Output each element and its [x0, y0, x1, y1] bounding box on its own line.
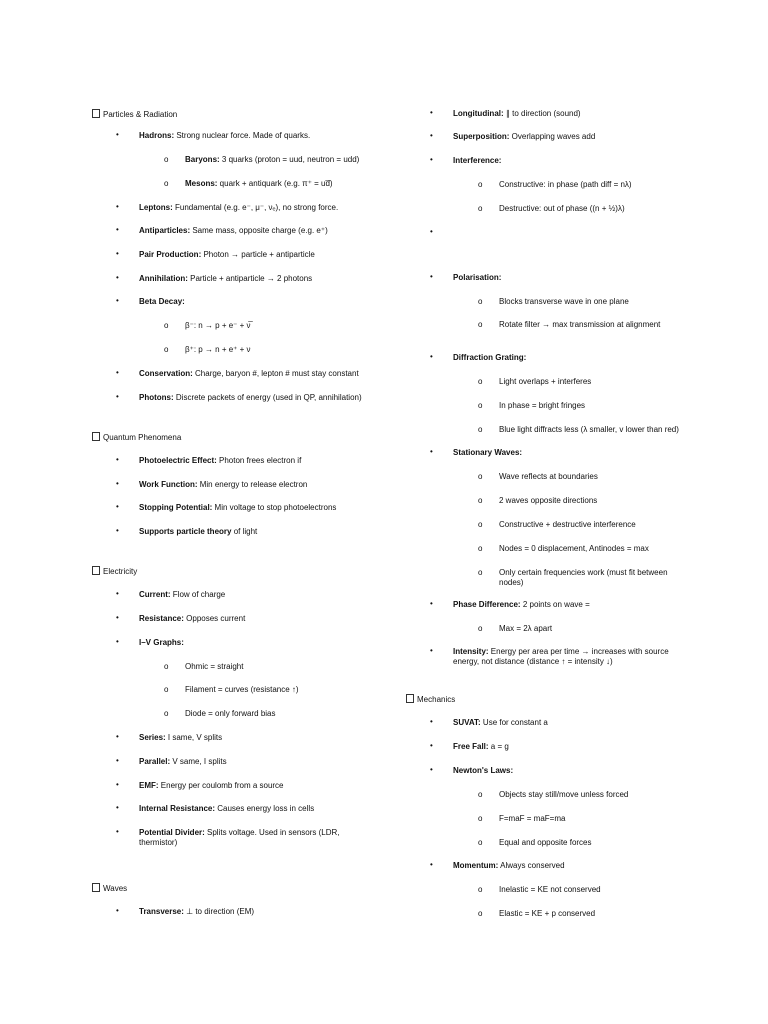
term-description: ⊥ to direction (EM)	[183, 907, 255, 916]
sub-bullet-icon: o	[478, 472, 483, 481]
list-item	[139, 226, 379, 236]
bullet-icon: •	[116, 780, 119, 789]
bullet-icon: •	[430, 272, 433, 281]
bullet-icon: •	[430, 741, 433, 750]
term-description: Constructive: in phase (path diff = nλ)	[499, 180, 632, 189]
bullet-icon: •	[430, 108, 433, 117]
bullet-icon: •	[116, 906, 119, 915]
sub-bullet-icon: o	[478, 297, 483, 306]
term-description: Always conserved	[498, 861, 565, 870]
term-description: quark + antiquark (e.g. π⁺ = ud̅)	[217, 179, 333, 188]
section-heading	[92, 432, 181, 443]
list-item	[139, 781, 379, 791]
term-description: 2 points on wave =	[520, 600, 590, 609]
term-description: β⁻: n → p + e⁻ + ν̅	[185, 321, 251, 330]
sub-bullet-icon: o	[164, 685, 169, 694]
bullet-icon: •	[430, 765, 433, 774]
sub-bullet-icon: o	[478, 814, 483, 823]
list-item	[139, 250, 379, 260]
list-item	[453, 448, 688, 458]
term-description: Causes energy loss in cells	[215, 804, 315, 813]
term-label: Photons:	[139, 393, 174, 402]
term-label: Series:	[139, 733, 166, 742]
bullet-icon: •	[116, 502, 119, 511]
term-description: Objects stay still/move unless forced	[499, 790, 629, 799]
term-label: Momentum:	[453, 861, 499, 870]
sub-bullet-icon: o	[478, 885, 483, 894]
list-item	[139, 757, 379, 767]
sub-list-item	[499, 624, 689, 634]
bullet-icon: •	[116, 589, 119, 598]
term-description: Ohmic = straight	[185, 662, 244, 671]
bullet-icon: •	[116, 803, 119, 812]
term-description: Energy per area per time → increases with source energy, not distance (distance ↑ = intensity ↓)	[453, 647, 669, 666]
term-label: Leptons:	[139, 203, 173, 212]
bullet-icon: •	[116, 249, 119, 258]
term-label: Intensity:	[453, 647, 489, 656]
sub-list-item	[499, 909, 689, 919]
term-label: Annihilation:	[139, 274, 188, 283]
sub-bullet-icon: o	[478, 909, 483, 918]
term-description: Min energy to release electron	[197, 480, 308, 489]
list-item	[139, 638, 379, 648]
list-item	[453, 109, 688, 119]
sub-bullet-icon: o	[478, 425, 483, 434]
term-label: Current:	[139, 590, 171, 599]
section-heading-text: Particles & Radiation	[103, 110, 178, 119]
term-label: Resistance:	[139, 614, 184, 623]
term-description: Equal and opposite forces	[499, 838, 592, 847]
list-item	[453, 132, 688, 142]
bullet-icon: •	[430, 447, 433, 456]
term-label: Potential Divider:	[139, 828, 205, 837]
list-item	[139, 828, 379, 848]
term-label: Stationary Waves:	[453, 448, 523, 457]
list-item	[139, 480, 379, 490]
sub-bullet-icon: o	[478, 204, 483, 213]
sub-list-item	[185, 321, 395, 331]
sub-list-item	[185, 709, 395, 719]
term-description: Energy per coulomb from a source	[158, 781, 284, 790]
term-description: Overlapping waves add	[509, 132, 596, 141]
sub-list-item	[185, 179, 395, 189]
list-item	[453, 766, 688, 776]
missing-glyph-icon	[92, 432, 100, 441]
term-label: Polarisation:	[453, 273, 502, 282]
list-item	[139, 733, 379, 743]
section-heading	[92, 566, 137, 577]
term-description: Strong nuclear force. Made of quarks.	[174, 131, 311, 140]
bullet-icon: •	[116, 296, 119, 305]
term-label: Transverse:	[139, 907, 184, 916]
term-description: Nodes = 0 displacement, Antinodes = max	[499, 544, 649, 553]
term-label: Pair Production:	[139, 250, 202, 259]
term-description: Opposes current	[183, 614, 246, 623]
sub-list-item	[499, 885, 689, 895]
term-description: β⁺: p → n + e⁺ + ν	[185, 345, 251, 354]
term-description: Constructive + destructive interference	[499, 520, 636, 529]
term-label: Conservation:	[139, 369, 193, 378]
term-description: Same mass, opposite charge (e.g. e⁺)	[190, 226, 328, 235]
bullet-icon: •	[116, 455, 119, 464]
sub-bullet-icon: o	[478, 496, 483, 505]
term-description: Min voltage to stop photoelectrons	[212, 503, 337, 512]
term-label: Stopping Potential:	[139, 503, 213, 512]
bullet-icon: •	[430, 599, 433, 608]
sub-list-item	[499, 425, 689, 435]
list-item	[139, 907, 379, 917]
sub-list-item	[499, 401, 689, 411]
list-item	[453, 742, 688, 752]
bullet-icon: •	[430, 352, 433, 361]
missing-glyph-icon	[406, 694, 414, 703]
term-description: I same, V splits	[165, 733, 223, 742]
sub-bullet-icon: o	[164, 345, 169, 354]
term-label: Interference:	[453, 156, 502, 165]
list-item	[453, 273, 688, 283]
sub-bullet-icon: o	[164, 179, 169, 188]
section-heading-text: Electricity	[103, 567, 138, 576]
term-label: SUVAT:	[453, 718, 481, 727]
term-label: Internal Resistance:	[139, 804, 216, 813]
bullet-icon: •	[116, 637, 119, 646]
sub-bullet-icon: o	[478, 520, 483, 529]
term-label: Diffraction Grating:	[453, 353, 527, 362]
sub-bullet-icon: o	[478, 377, 483, 386]
term-description: Use for constant a	[480, 718, 548, 727]
bullet-icon: •	[430, 646, 433, 655]
term-label: Newton's Laws:	[453, 766, 514, 775]
bullet-icon: •	[116, 392, 119, 401]
bullet-icon: •	[430, 131, 433, 140]
sub-bullet-icon: o	[478, 180, 483, 189]
term-label: EMF:	[139, 781, 159, 790]
sub-list-item	[185, 155, 395, 165]
term-description: Diode = only forward bias	[185, 709, 276, 718]
bullet-icon: •	[116, 225, 119, 234]
term-description: Discrete packets of energy (used in QP, annihilation)	[173, 393, 362, 402]
sub-bullet-icon: o	[478, 838, 483, 847]
term-description: a = g	[488, 742, 509, 751]
list-item	[139, 203, 379, 213]
section-heading	[406, 694, 455, 705]
list-item	[453, 718, 688, 728]
term-description: Filament = curves (resistance ↑)	[185, 685, 299, 694]
bullet-icon: •	[116, 368, 119, 377]
sub-list-item	[499, 377, 689, 387]
sub-list-item	[499, 520, 689, 530]
sub-list-item	[499, 790, 689, 800]
sub-list-item	[499, 544, 689, 554]
bullet-icon: •	[430, 227, 433, 236]
bullet-icon: •	[116, 479, 119, 488]
sub-list-item	[185, 685, 395, 695]
term-description: Blue light diffracts less (λ smaller, v lower than red)	[499, 425, 679, 434]
bullet-icon: •	[116, 732, 119, 741]
list-item	[139, 503, 379, 513]
list-item	[139, 131, 379, 141]
section-heading-text: Quantum Phenomena	[103, 433, 182, 442]
missing-glyph-icon	[92, 883, 100, 892]
term-label: Phase Difference:	[453, 600, 521, 609]
sub-list-item	[499, 204, 689, 214]
term-description: Particle + antiparticle → 2 photons	[187, 274, 313, 283]
list-item	[453, 353, 688, 363]
list-item	[139, 456, 379, 466]
bullet-icon: •	[430, 860, 433, 869]
sub-bullet-icon: o	[478, 790, 483, 799]
term-label: Parallel:	[139, 757, 171, 766]
term-description: Charge, baryon #, lepton # must stay constant	[192, 369, 359, 378]
sub-bullet-icon: o	[478, 401, 483, 410]
bullet-icon: •	[116, 613, 119, 622]
bullet-icon: •	[116, 130, 119, 139]
term-description: Fundamental (e.g. e⁻, μ⁻, νₑ), no strong force.	[172, 203, 339, 212]
list-item	[453, 861, 688, 871]
bullet-icon: •	[430, 717, 433, 726]
term-description: Max = 2λ apart	[499, 624, 553, 633]
term-description: ∥ to direction (sound)	[503, 109, 581, 118]
bullet-icon: •	[116, 526, 119, 535]
sub-list-item	[499, 180, 689, 190]
section-heading-text: Waves	[103, 884, 128, 893]
term-description: Inelastic = KE not conserved	[499, 885, 601, 894]
term-label: Work Function:	[139, 480, 198, 489]
list-item	[139, 527, 379, 537]
term-description: Photon frees electron if	[216, 456, 302, 465]
term-label: Superposition:	[453, 132, 510, 141]
sub-bullet-icon: o	[478, 624, 483, 633]
term-label: Baryons:	[185, 155, 220, 164]
sub-bullet-icon: o	[478, 544, 483, 553]
term-description: Rotate filter → max transmission at alignment	[499, 320, 661, 329]
sub-list-item	[185, 662, 395, 672]
term-description: of light	[231, 527, 258, 536]
sub-bullet-icon: o	[164, 155, 169, 164]
sub-bullet-icon: o	[164, 709, 169, 718]
bullet-icon: •	[116, 756, 119, 765]
sub-bullet-icon: o	[164, 662, 169, 671]
missing-glyph-icon	[92, 109, 100, 118]
list-item	[453, 156, 688, 166]
sub-bullet-icon: o	[164, 321, 169, 330]
term-label: Photoelectric Effect:	[139, 456, 217, 465]
term-description: V same, I splits	[170, 757, 227, 766]
term-description: Blocks transverse wave in one plane	[499, 297, 629, 306]
term-description: In phase = bright fringes	[499, 401, 586, 410]
sub-list-item	[499, 814, 689, 824]
list-item	[139, 614, 379, 624]
list-item	[453, 600, 688, 610]
term-description: Elastic = KE + p conserved	[499, 909, 596, 918]
sub-list-item	[499, 568, 689, 588]
term-description: Destructive: out of phase ((n + ½)λ)	[499, 204, 625, 213]
bullet-icon: •	[116, 202, 119, 211]
missing-glyph-icon	[92, 566, 100, 575]
term-label: Antiparticles:	[139, 226, 191, 235]
term-description: F=maF = maF=ma	[499, 814, 566, 823]
section-heading-text: Mechanics	[417, 695, 456, 704]
term-description: Light overlaps + interferes	[499, 377, 592, 386]
bullet-icon: •	[116, 273, 119, 282]
sub-list-item	[499, 472, 689, 482]
section-heading	[92, 109, 177, 120]
term-label: Beta Decay:	[139, 297, 185, 306]
section-heading	[92, 883, 127, 894]
sub-list-item	[499, 297, 689, 307]
term-description: Splits voltage. Used in sensors (LDR, thermistor)	[139, 828, 340, 847]
bullet-icon: •	[116, 827, 119, 836]
sub-bullet-icon: o	[478, 568, 483, 577]
sub-list-item	[499, 496, 689, 506]
list-item	[139, 590, 379, 600]
sub-list-item	[185, 345, 395, 355]
term-description: Flow of charge	[170, 590, 226, 599]
term-description: 3 quarks (proton = uud, neutron = udd)	[219, 155, 360, 164]
term-label: Hadrons:	[139, 131, 175, 140]
list-item	[139, 804, 379, 814]
term-description: 2 waves opposite directions	[499, 496, 598, 505]
list-item	[139, 297, 379, 307]
bullet-icon: •	[430, 155, 433, 164]
term-description: Only certain frequencies work (must fit between nodes)	[499, 568, 668, 587]
term-description: Wave reflects at boundaries	[499, 472, 598, 481]
sub-list-item	[499, 320, 689, 330]
list-item	[139, 274, 379, 284]
list-item	[139, 393, 379, 403]
term-label: Mesons:	[185, 179, 218, 188]
term-label: Free Fall:	[453, 742, 489, 751]
list-item	[139, 369, 379, 379]
sub-bullet-icon: o	[478, 320, 483, 329]
list-item	[453, 647, 688, 667]
term-label: Longitudinal:	[453, 109, 504, 118]
term-label: Supports particle theory	[139, 527, 232, 536]
term-description: Photon → particle + antiparticle	[201, 250, 315, 259]
sub-list-item	[499, 838, 689, 848]
term-label: I–V Graphs:	[139, 638, 184, 647]
